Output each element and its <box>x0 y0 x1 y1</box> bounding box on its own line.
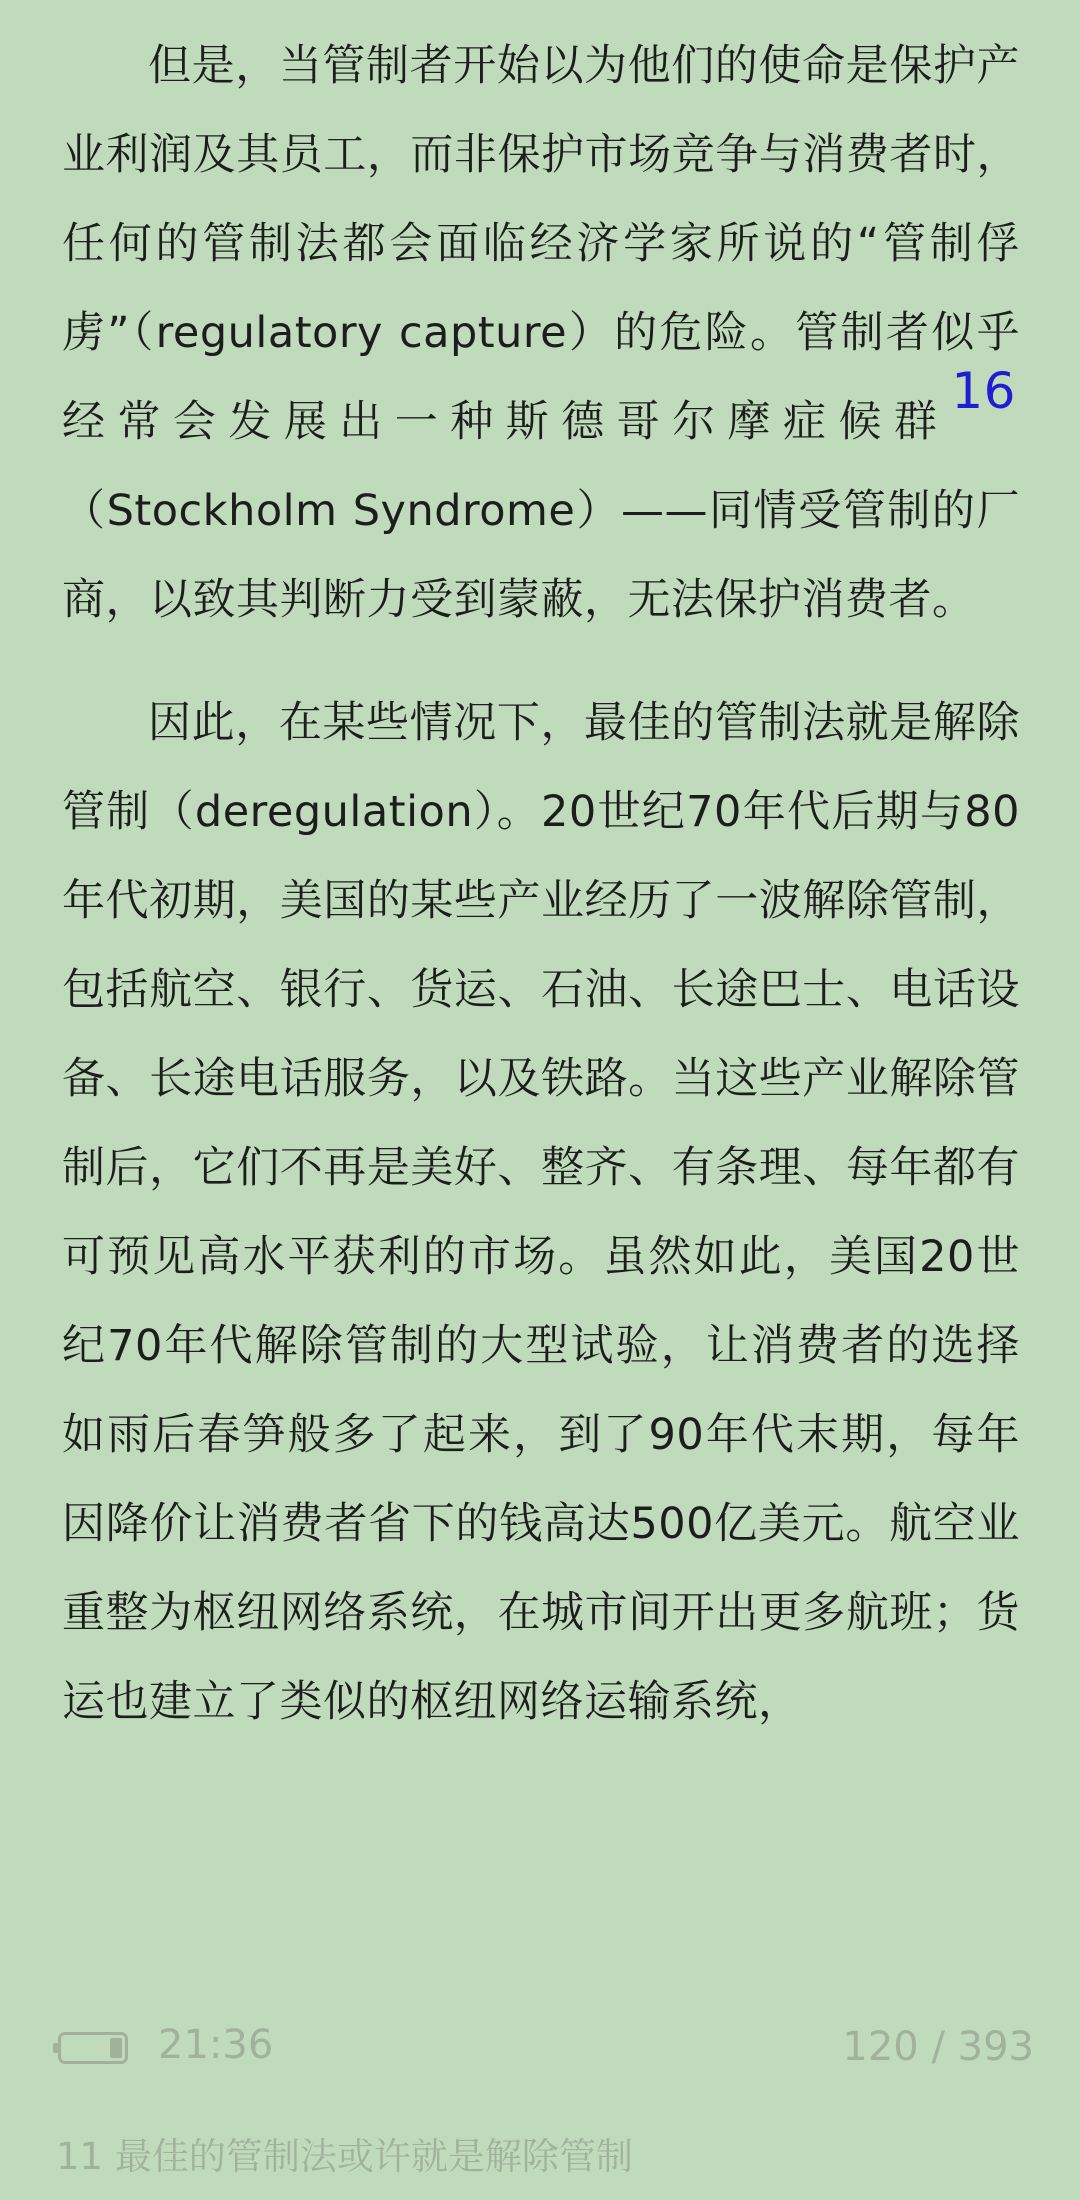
clock-time: 21:36 <box>158 2022 274 2068</box>
battery-icon <box>58 2032 128 2064</box>
battery-level-fill <box>110 2038 122 2058</box>
page-counter: 120 / 393 <box>842 2024 1034 2070</box>
footnote-link-16[interactable]: 16 <box>951 362 1016 420</box>
reader-status-bar <box>56 2020 1034 2080</box>
paragraph-1 <box>62 22 1020 645</box>
paragraph-1-text-after-footnote: （Stockholm Syndrome）——同情受管制的厂商，以致其判断力受到蒙蔽，无法保护消费者。 <box>62 486 1020 625</box>
paragraph-1-text-before-footnote: 但是，当管制者开始以为他们的使命是保护产业利润及其员工，而非保护市场竞争与消费者时，任何的管制法都会面临经济学家所说的“管制俘虏”（regulatory capture）的危险。管制者似乎经常会发展出一种斯德哥尔摩症候群 <box>62 41 1020 447</box>
reading-content <box>62 22 1020 1747</box>
chapter-title: 11 最佳的管制法或许就是解除管制 <box>56 2135 633 2178</box>
paragraph-2: 因此，在某些情况下，最佳的管制法就是解除管制（deregulation）。20世纪70年代后期与80年代初期，美国的某些产业经历了一波解除管制，包括航空、银行、货运、石油、长途巴士、电话设备、长途电话服务，以及铁路。当这些产业解除管制后，它们不再是美好、整齐、有条理、每年都有可预见高水平获利的市场。虽然如此，美国20世纪70年代解除管制的大型试验，让消费者的选择如雨后春笋般多了起来，到了90年代末期，每年因降价让消费者省下的钱高达500亿美元。航空业重整为枢纽网络系统，在城市间开出更多航班；货运也建立了类似的枢纽网络运输系统， <box>62 698 1020 1727</box>
